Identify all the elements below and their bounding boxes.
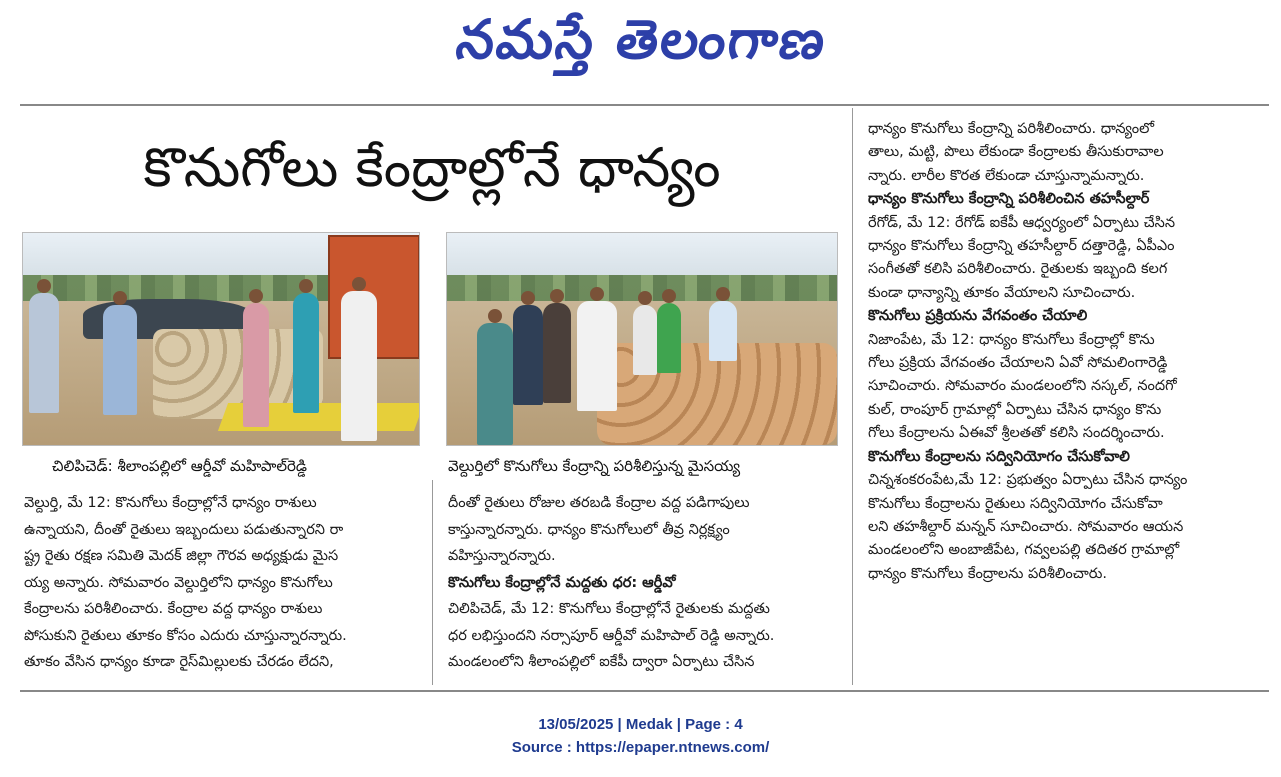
- photo-person: [477, 323, 513, 445]
- body-line: పోసుకుని రైతులు తూకం కోసం ఎదురు చూస్తున్నారన్నారు.: [24, 627, 347, 644]
- body-line: కుండా ధాన్యాన్ని తూకం వేయాలని సూచించారు.: [868, 284, 1136, 301]
- body-line: తూకం వేసిన ధాన్యం కూడా రైస్‌మిల్లులకు చేరడం లేదని,: [24, 654, 334, 670]
- photo-right: [446, 232, 838, 446]
- column-divider: [432, 480, 433, 685]
- photo-person: [543, 303, 571, 403]
- photo-person: [633, 305, 657, 375]
- body-line: మండలంలోని శీలాంపల్లిలో ఐకేపీ ద్వారా ఏర్పాటు చేసిన: [448, 654, 755, 670]
- photo-caption-right: వెల్దుర్తిలో కొనుగోలు కేంద్రాన్ని పరిశీలిస్తున్న మైసయ్య: [448, 457, 741, 475]
- photo-person: [513, 305, 543, 405]
- bottom-rule: [20, 690, 1269, 692]
- body-line: సూచించారు. సోమవారం మండలంలోని నస్కల్, నందగో: [868, 378, 1177, 395]
- body-line: గోలు కేంద్రాలను ఏఈవో శ్రీలతతో కలిసి సందర్శించారు.: [868, 425, 1165, 442]
- body-line: ధర లభిస్తుందని నర్సాపూర్ ఆర్డీవో మహిపాల్ రెడ్డి అన్నారు.: [448, 627, 775, 644]
- body-line: మండలంలోని అంబాజీపేట, గవ్వలపల్లి తదితర గ్రామాల్లో: [868, 542, 1180, 559]
- photo-person: [29, 293, 59, 413]
- body-line: దీంతో రైతులు రోజుల తరబడి కేంద్రాల వద్ద పడిగాపులు: [448, 495, 750, 511]
- body-line: సంగీతతో కలిసి పరిశీలించారు. రైతులకు ఇబ్బంది కలగ: [868, 261, 1168, 278]
- photo-person: [293, 293, 319, 413]
- column-divider: [852, 108, 853, 685]
- body-line: ష్ట్ర రైతు రక్షణ సమితి మెదక్ జిల్లా గౌరవ అధ్యక్షుడు మైస: [24, 548, 339, 564]
- footer-dateline: 13/05/2025 | Medak | Page : 4: [538, 716, 743, 733]
- photo-person: [577, 301, 617, 411]
- body-line: ధాన్యం కొనుగోలు కేంద్రాన్ని తహసీల్దార్ దత్తారెడ్డి, ఏపీఎం: [868, 238, 1175, 255]
- body-line: న్నారు. లారీల కొరత లేకుండా చూస్తున్నామన్నారు.: [868, 167, 1145, 184]
- body-line: లని తహశీల్దార్ మన్నన్ సూచించారు. సోమవారం ఆయన: [868, 518, 1184, 535]
- subheading: కొనుగోలు కేంద్రాలను సద్వినియోగం చేసుకోవాలి: [868, 448, 1130, 465]
- photo-person: [657, 303, 681, 373]
- article-column-3: [868, 118, 1268, 586]
- footer-source: Source : https://epaper.ntnews.com/: [511, 739, 770, 756]
- body-line: కొనుగోలు కేంద్రాలను రైతులు సద్వినియోగం చేసుకోవా: [868, 495, 1163, 512]
- photo-person: [341, 291, 377, 441]
- body-line: వహిస్తున్నారన్నారు.: [448, 548, 556, 564]
- body-line: రేగోడ్, మే 12: రేగోడ్ ఐకేపీ ఆధ్వర్యంలో ఏర్పాటు చేసిన: [868, 214, 1176, 231]
- body-line: గోలు ప్రక్రియ వేగవంతం చేయాలని ఏవో సోమలింగారెడ్డి: [868, 355, 1168, 372]
- article-column-1: [24, 490, 424, 676]
- photo-caption-left: చిలిపిచెడ్: శీలాంపల్లిలో ఆర్డీవో మహిపాల్‌రెడ్డి: [52, 457, 307, 475]
- body-line: కాస్తున్నారన్నారు. ధాన్యం కొనుగోలులో తీవ్ర నిర్లక్ష్యం: [448, 521, 730, 538]
- body-line: కుల్, రాంపూర్ గ్రామాల్లో ఏర్పాటు చేసిన ధాన్యం కొను: [868, 401, 1162, 418]
- article-column-2: [448, 490, 844, 676]
- photo-person: [103, 305, 137, 415]
- body-line: ఉన్నాయని, దీంతో రైతులు ఇబ్బందులు పడుతున్నారని రా: [24, 521, 344, 538]
- body-line: ధాన్యం కొనుగోలు కేంద్రాలను పరిశీలించారు.: [868, 565, 1107, 582]
- body-line: చిలిపిచెడ్, మే 12: కొనుగోలు కేంద్రాల్లోనే రైతులకు మద్దతు: [448, 601, 770, 617]
- subheading: ధాన్యం కొనుగోలు కేంద్రాన్ని పరిశీలించిన తహసీల్దార్: [868, 191, 1150, 208]
- body-line: తాలు, మట్టి, పొలు లేకుండా కేంద్రాలకు తీసుకురావాల: [868, 144, 1164, 161]
- headline: కొనుగోలు కేంద్రాల్లోనే ధాన్యం: [143, 136, 721, 199]
- body-line: చిన్నశంకరంపేట,మే 12: ప్రభుత్వం ఏర్పాటు చేసిన ధాన్యం: [868, 472, 1188, 489]
- subheading: కొనుగోలు కేంద్రాల్లోనే మద్దతు ధర: ఆర్డీవో: [448, 574, 676, 591]
- photo-person: [709, 301, 737, 361]
- masthead: [0, 0, 1281, 100]
- subheading: కొనుగోలు ప్రక్రియను వేగవంతం చేయాలి: [868, 308, 1088, 325]
- body-line: ధాన్యం కొనుగోలు కేంద్రాన్ని పరిశీలించారు. ధాన్యంలో: [868, 121, 1155, 137]
- newspaper-logo: నమస్తే తెలంగాణ: [452, 8, 831, 71]
- body-line: నిజాంపేట, మే 12: ధాన్యం కొనుగోలు కేంద్రాల్లో కొను: [868, 331, 1155, 348]
- body-line: కేంద్రాలను పరిశీలించారు. కేంద్రాల వద్ద ధాన్యం రాశులు: [24, 601, 323, 617]
- photo-person: [243, 303, 269, 427]
- body-line: య్య అన్నారు. సోమవారం వెల్దుర్తిలోని ధాన్యం కొనుగోలు: [24, 574, 333, 591]
- photo-left: [22, 232, 420, 446]
- top-rule: [20, 104, 1269, 106]
- body-line: వెల్దుర్తి, మే 12: కొనుగోలు కేంద్రాల్లోనే ధాన్యం రాశులు: [24, 495, 317, 511]
